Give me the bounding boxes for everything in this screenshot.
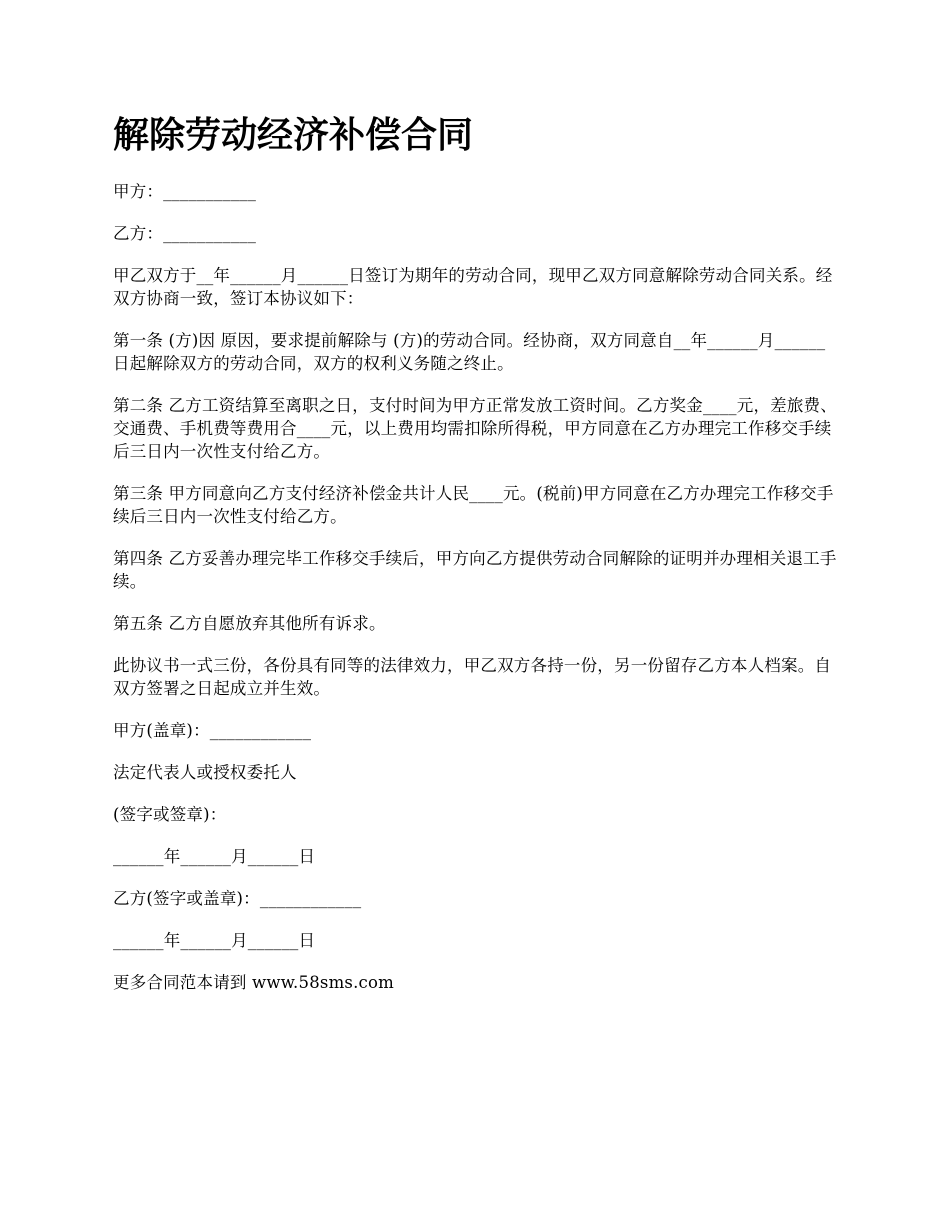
article-4: 第四条 乙方妥善办理完毕工作移交手续后，甲方向乙方提供劳动合同解除的证明并办理相关退工手续。: [113, 549, 837, 591]
footer-link-text: 更多合同范本请到 www.58sms.com: [113, 973, 394, 992]
article-1: 第一条 (方)因 原因，要求提前解除与 (方)的劳动合同。经协商，双方同意自__年______月______日起解除双方的劳动合同，双方的权利义务随之终止。: [113, 331, 826, 373]
document-title: 解除劳动经济补偿合同: [113, 115, 474, 156]
signature-line: (签字或签章)：: [113, 805, 227, 824]
document-body: [113, 180, 841, 1013]
preamble-paragraph: 甲乙双方于__年______月______日签订为期年的劳动合同，现甲乙双方同意解除劳动合同关系。经双方协商一致，签订本协议如下：: [113, 266, 833, 308]
party-b-signature-line: 乙方(签字或盖章)：____________: [113, 889, 362, 908]
party-b-line: 乙方：___________: [113, 224, 257, 243]
copies-clause: 此协议书一式三份，各份具有同等的法律效力，甲乙双方各持一份，另一份留存乙方本人档案。自双方签署之日起成立并生效。: [113, 656, 832, 698]
party-a-line: 甲方：___________: [113, 182, 257, 201]
party-a-seal-line: 甲方(盖章)：____________: [113, 721, 312, 740]
legal-representative-line: 法定代表人或授权委托人: [113, 763, 297, 782]
article-5: 第五条 乙方自愿放弃其他所有诉求。: [113, 614, 386, 633]
party-b-date-line: ______年______月______日: [113, 931, 316, 950]
party-a-date-line: ______年______月______日: [113, 847, 316, 866]
article-2: 第二条 乙方工资结算至离职之日，支付时间为甲方正常发放工资时间。乙方奖金____元，差旅费、交通费、手机费等费用合____元，以上费用均需扣除所得税，甲方同意在乙方办理完工作移交手续后三日内一次性支付给乙方。: [113, 396, 837, 461]
article-3: 第三条 甲方同意向乙方支付经济补偿金共计人民____元。(税前)甲方同意在乙方办理完工作移交手续后三日内一次性支付给乙方。: [113, 484, 834, 526]
